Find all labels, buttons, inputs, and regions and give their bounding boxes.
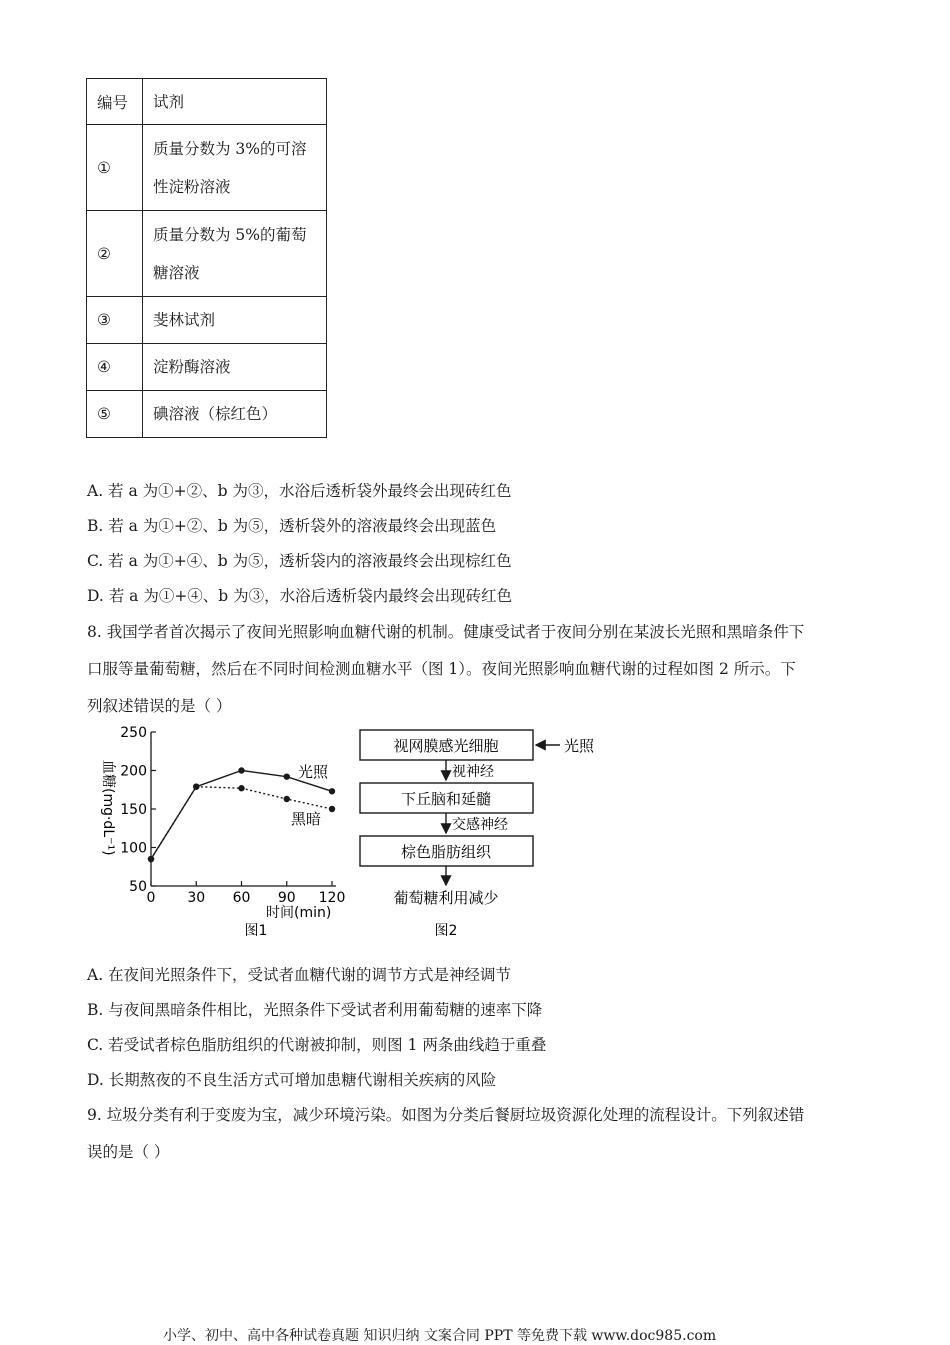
legend-light: 光照 xyxy=(298,763,329,781)
row-reagent: 淀粉酶溶液 xyxy=(143,344,327,391)
data-point-dark xyxy=(238,785,244,791)
row-reagent xyxy=(143,211,327,297)
legend-dark: 黑暗 xyxy=(291,810,322,828)
row-reagent: 斐林试剂 xyxy=(143,297,327,344)
row-reagent-line: 质量分数为 5%的葡萄 xyxy=(153,225,307,244)
sympathetic-nerve-label: 交感神经 xyxy=(452,817,508,833)
diagram-caption: 图2 xyxy=(434,923,458,939)
x-tick-label: 120 xyxy=(318,890,346,906)
table-row xyxy=(87,211,327,297)
blood-glucose-chart xyxy=(90,722,360,947)
q8-option-b: B. 与夜间黑暗条件相比，光照条件下受试者利用葡萄糖的速率下降 xyxy=(87,1001,543,1019)
q8-stem-line-2: 口服等量葡萄糖，然后在不同时间检测血糖水平（图 1）。夜间光照影响血糖代谢的过程如图 2 所示。下 xyxy=(87,660,796,678)
chart-caption: 图1 xyxy=(244,923,268,939)
header-reagent: 试剂 xyxy=(143,79,327,125)
y-tick-label: 100 xyxy=(120,840,147,857)
row-id: ③ xyxy=(87,297,143,344)
row-reagent xyxy=(143,125,327,211)
x-axis-label: 时间(min) xyxy=(266,905,332,921)
row-reagent-line: 性淀粉溶液 xyxy=(153,177,231,196)
header-id: 编号 xyxy=(87,79,143,125)
data-point-light xyxy=(329,788,335,794)
row-id: ① xyxy=(87,125,143,211)
data-point-dark xyxy=(284,796,290,802)
row-reagent-line: 质量分数为 3%的可溶 xyxy=(153,139,307,158)
q8-stem-line-3: 列叙述错误的是（ ） xyxy=(87,697,232,715)
q9-stem-line-2: 误的是（ ） xyxy=(87,1143,170,1161)
q8-stem-line-1: 8. 我国学者首次揭示了夜间光照影响血糖代谢的机制。健康受试者于夜间分别在某波长光照和黑暗条件下 xyxy=(87,623,805,641)
row-reagent: 碘溶液（棕红色） xyxy=(143,391,327,438)
output-label: 葡萄糖利用减少 xyxy=(393,889,499,907)
brown-fat-box-label: 棕色脂肪组织 xyxy=(400,843,492,861)
light-input-label: 光照 xyxy=(564,737,595,755)
table-header-row xyxy=(87,79,327,125)
row-id: ④ xyxy=(87,344,143,391)
q8-option-c: C. 若受试者棕色脂肪组织的代谢被抑制，则图 1 两条曲线趋于重叠 xyxy=(87,1036,547,1054)
light-metabolism-diagram xyxy=(355,724,625,949)
y-tick-label: 250 xyxy=(120,725,147,741)
page-footer[interactable]: 小学、初中、高中各种试卷真题 知识归纳 文案合同 PPT 等免费下载 www.doc985.com xyxy=(163,1328,717,1344)
q7-option-c: C. 若 a 为①+④、b 为⑤，透析袋内的溶液最终会出现棕红色 xyxy=(87,552,512,570)
q7-option-a: A. 若 a 为①+②、b 为③，水浴后透析袋外最终会出现砖红色 xyxy=(87,482,512,500)
data-point-dark xyxy=(193,783,199,789)
y-tick-label: 200 xyxy=(120,763,147,780)
q8-option-a: A. 在夜间光照条件下，受试者血糖代谢的调节方式是神经调节 xyxy=(87,966,512,984)
q9-stem-line-1: 9. 垃圾分类有利于变废为宝，减少环境污染。如图为分类后餐厨垃圾资源化处理的流程设计。下列叙述错 xyxy=(87,1106,805,1124)
retina-box-label: 视网膜感光细胞 xyxy=(393,737,499,755)
data-point-light xyxy=(284,773,290,779)
row-id: ⑤ xyxy=(87,391,143,438)
table-row xyxy=(87,297,327,344)
hypothalamus-box-label: 下丘脑和延髓 xyxy=(400,790,492,808)
y-tick-label: 50 xyxy=(129,879,147,895)
q8-option-d: D. 长期熬夜的不良生活方式可增加患糖代谢相关疾病的风险 xyxy=(87,1071,497,1089)
table-row xyxy=(87,344,327,391)
x-tick-label: 0 xyxy=(146,890,156,906)
x-tick-label: 90 xyxy=(277,890,296,906)
q7-option-d: D. 若 a 为①+④、b 为③，水浴后透析袋内最终会出现砖红色 xyxy=(87,587,513,605)
table-row xyxy=(87,125,327,211)
table-row xyxy=(87,391,327,438)
data-point-dark xyxy=(148,856,154,862)
q7-option-b: B. 若 a 为①+②、b 为⑤，透析袋外的溶液最终会出现蓝色 xyxy=(87,517,497,535)
row-reagent-line: 糖溶液 xyxy=(153,263,200,282)
y-tick-label: 150 xyxy=(120,802,147,818)
y-axis-label: 血糖(mg·dL⁻¹) xyxy=(100,760,116,856)
data-point-dark xyxy=(329,806,335,812)
x-tick-label: 30 xyxy=(187,890,206,906)
optic-nerve-label: 视神经 xyxy=(452,764,494,780)
row-id: ② xyxy=(87,211,143,297)
x-tick-label: 60 xyxy=(232,890,251,906)
data-point-light xyxy=(238,767,244,773)
reagent-table xyxy=(86,78,327,438)
